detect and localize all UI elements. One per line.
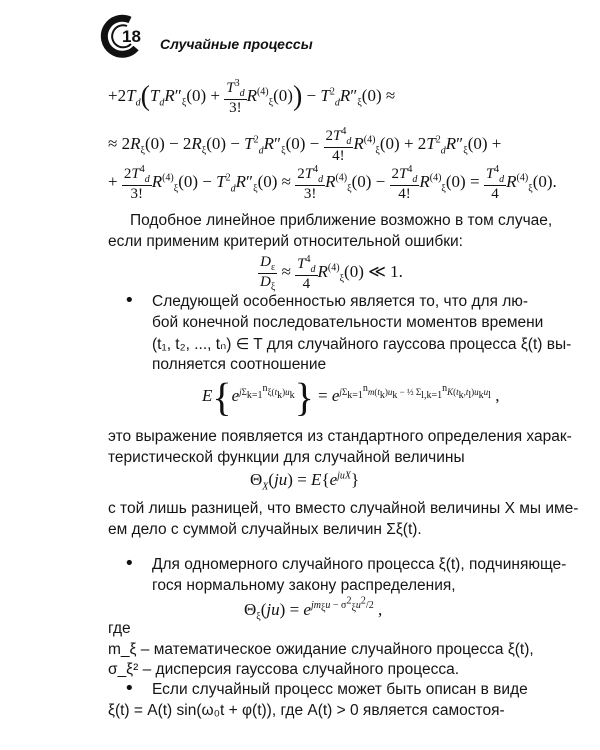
paragraph-2-line-2: теристической функции для случайной величины — [108, 449, 465, 466]
bullet-3-icon: • — [124, 678, 135, 699]
eq2-text: ≈ $2R_\xi(0) - 2R_\xi(0) - T^2_dR''_\xi(0)$ − $\frac{2T^4_d}{4!}$ $R^{(4)}_\xi(0) + 2T^2_dR''_\xi(0)$ + — [108, 126, 502, 164]
eq7-text: $\Theta_\xi(ju) = e^{jm_\xi u - \sigma^2_\xi u^2/2}$ , — [244, 596, 383, 623]
definition-2: σ_ξ² – дисперсия гауссова случайного процесса. — [108, 661, 460, 678]
bullet-1-icon: • — [124, 290, 135, 311]
eq1-text: $+2T_d(T_dR''_\xi(0)$ + $\frac{T^3_d}{3!}$ $R^{(4)}_\xi(0)) - T^2_dR''_\xi(0)$ ≈ — [108, 78, 396, 116]
where-label: где — [108, 620, 131, 637]
equation-3 — [108, 164, 557, 203]
equation-5 — [202, 374, 499, 421]
equation-2 — [108, 126, 501, 165]
bullet-1-line-3: (t₁, t₂, ..., tₙ) ∈ T для случайного гауссова процесса ξ(t) вы- — [152, 336, 572, 353]
paragraph-1-line-2: если применим критерий относительной ошибки: — [108, 233, 463, 250]
paragraph-3-line-2: ем дело с суммой случайных величин Σξ(t). — [108, 521, 422, 538]
page-number: 18 — [122, 27, 141, 46]
eq4-text: $\frac{D_\varepsilon}{D_\xi}$ ≈ $\frac{T^4_d}{4}$ $R^{(4)}_\xi(0)$ ≪ 1. — [260, 254, 403, 293]
eq5-text: $E\{e^{j\Sigma_{k=1}^n\xi(t_k)u_k}\} = e^{j\Sigma_{k=1}^nm(t_k)u_k - \frac{1}{2} \Sigma_{l,k=1}^nK(t_k,t_l)u_ku_l}$ , — [202, 375, 500, 420]
equation-4 — [258, 254, 403, 293]
bullet-1-line-2: бой конечной последовательности моментов времени — [152, 314, 544, 331]
running-title: Случайные процессы — [160, 36, 313, 52]
definition-1: m_ξ – математическое ожидание случайного процесса ξ(t), — [108, 641, 534, 658]
bullet-3-line-1: Если случайный процесс может быть описан в виде — [152, 681, 528, 698]
bullet-2-icon: • — [124, 553, 135, 574]
page-header — [100, 14, 520, 58]
bullet-2-line-2: гося нормальному закону распределения, — [152, 577, 456, 594]
eq6-text: $\Theta_X(ju) = E\{e^{juX}\}$ — [250, 470, 360, 493]
bullet-1-line-4: полняется соотношение — [152, 356, 327, 373]
equation-1 — [108, 78, 395, 117]
bullet-3-line-2: ξ(t) = A(t) sin(ω₀t + φ(t)), где A(t) > 0 является самостоя- — [108, 702, 505, 719]
paragraph-2-line-1: это выражение появляется из стандартного определения харак- — [108, 428, 572, 445]
paragraph-3-line-1: с той лишь разницей, что вместо случайной величины X мы име- — [108, 500, 579, 517]
paragraph-1-line-1: Подобное линейное приближение возможно в том случае, — [130, 212, 553, 229]
equation-6 — [250, 470, 359, 492]
bullet-1-line-1: Следующей особенностью является то, что для лю- — [152, 293, 529, 310]
eq3-text: + $\frac{2T^4_d}{3!}$ $R^{(4)}_\xi(0) - T^2_dR''_\xi(0)$ ≈ $\frac{2T^4_d}{3!}$ $R^{(4)}_\xi(0)$ − $\frac{2T^4_d}{4!}$ $R^{(4)}_\xi(0)$ = $\frac{T^4_d}{4}$ $R^{(4)}_\xi(0)$. — [108, 164, 557, 202]
equation-7 — [244, 596, 382, 622]
bullet-2-line-1: Для одномерного случайного процесса ξ(t), подчиняюще- — [152, 556, 567, 573]
